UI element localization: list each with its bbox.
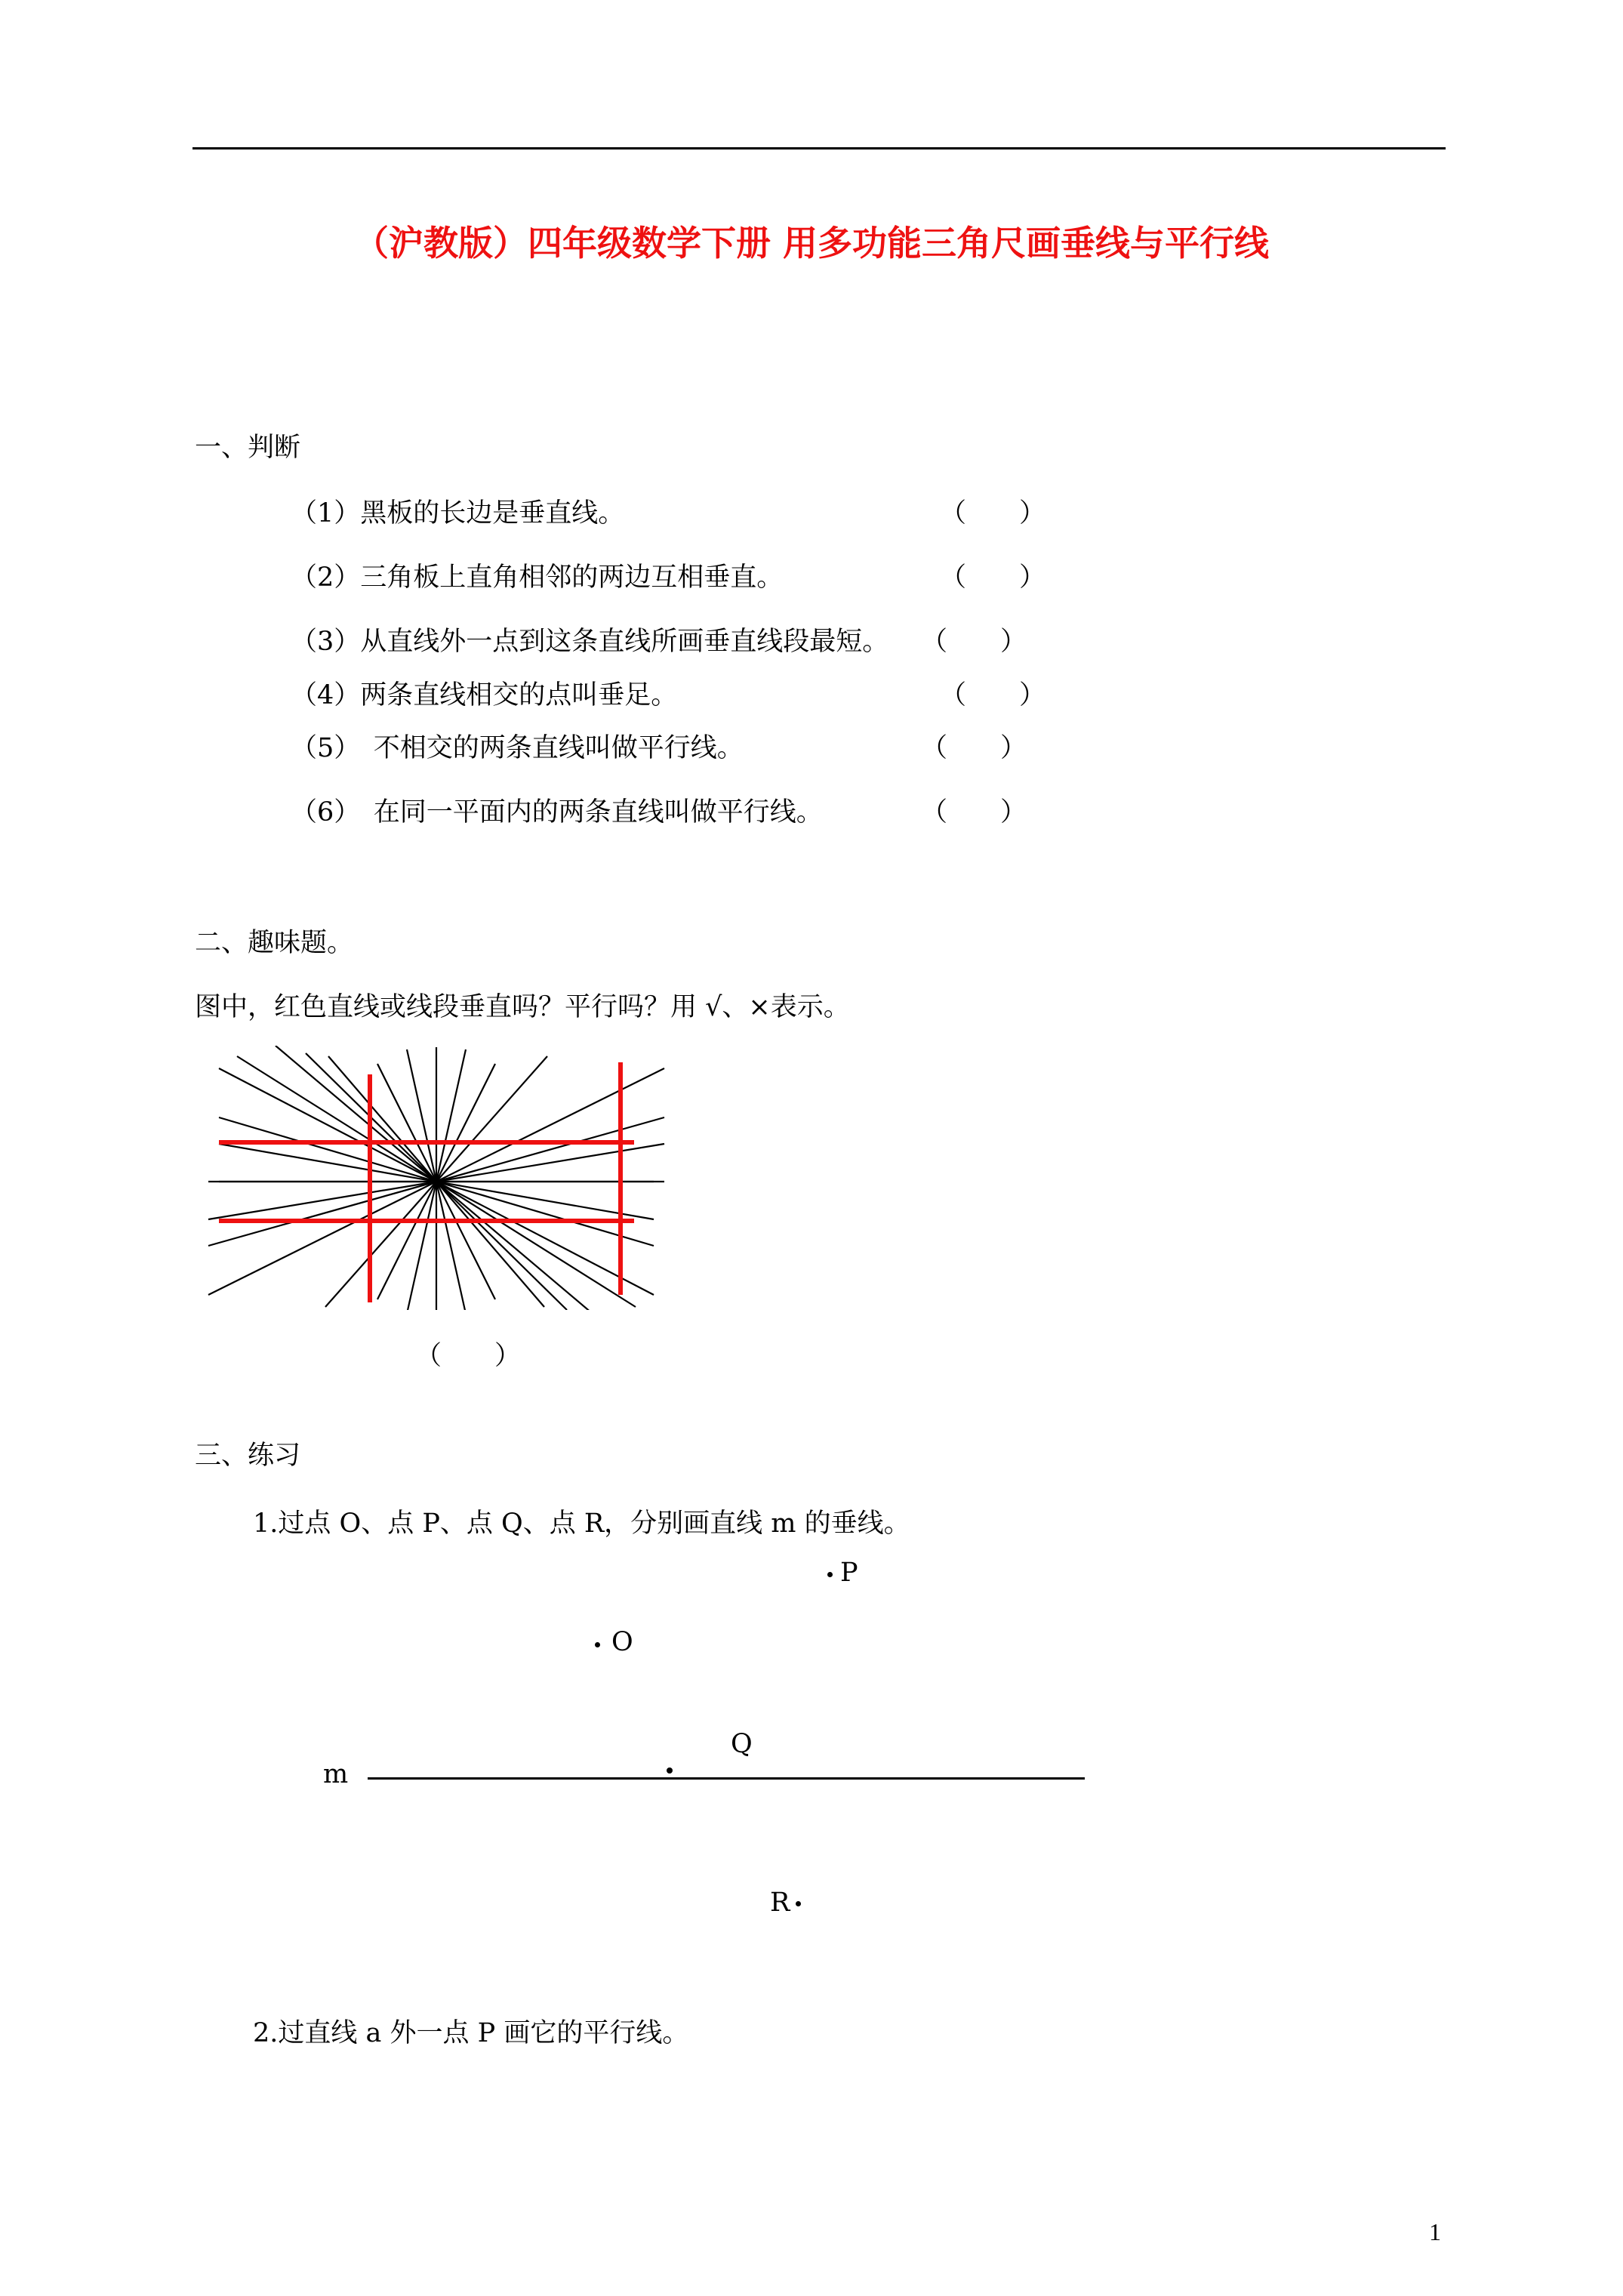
- judge-blank-5[interactable]: （ ）: [921, 733, 1027, 763]
- exercise-2: 2.过直线 a 外一点 P 画它的平行线。: [253, 2018, 689, 2048]
- judge-item-4: （4）两条直线相交的点叫垂足。: [291, 680, 678, 710]
- fan-lines: [208, 1046, 664, 1310]
- judge-blank-6[interactable]: （ ）: [921, 797, 1027, 827]
- section3-heading: 三、练习: [195, 1441, 301, 1471]
- judge-item-3: （3）从直线外一点到这条直线所画垂直线段最短。: [291, 627, 889, 657]
- judge-item-1: （1）黑板的长边是垂直线。: [291, 498, 625, 529]
- line-figure: [204, 1046, 687, 1310]
- point-o-label: O: [611, 1627, 633, 1657]
- line-m: [368, 1777, 1085, 1780]
- judge-blank-2[interactable]: （ ）: [940, 562, 1046, 593]
- page-number: 1: [1429, 2218, 1441, 2245]
- point-p-label: P: [840, 1558, 858, 1588]
- point-o-dot: [595, 1642, 600, 1647]
- fun-answer-blank[interactable]: （ ）: [415, 1341, 522, 1371]
- exercise-1: 1.过点 O、点 P、点 Q、点 R，分别画直线 m 的垂线。: [253, 1509, 910, 1539]
- header-rule: [192, 147, 1446, 149]
- judge-item-6: （6） 在同一平面内的两条直线叫做平行线。: [291, 797, 823, 827]
- judge-blank-1[interactable]: （ ）: [940, 498, 1046, 529]
- point-r-label: R: [770, 1888, 790, 1918]
- section1-heading: 一、判断: [195, 433, 301, 463]
- section2-heading: 二、趣味题。: [195, 928, 354, 958]
- point-r-dot: [796, 1901, 801, 1906]
- point-p-dot: [827, 1572, 833, 1577]
- point-q-label: Q: [731, 1729, 753, 1759]
- line-m-label: m: [323, 1759, 349, 1789]
- judge-item-2: （2）三角板上直角相邻的两边互相垂直。: [291, 562, 784, 593]
- point-q-dot: [667, 1767, 673, 1774]
- judge-blank-3[interactable]: （ ）: [921, 627, 1027, 657]
- page-title: （沪教版）四年级数学下册 用多功能三角尺画垂线与平行线: [353, 223, 1269, 264]
- judge-item-5: （5） 不相交的两条直线叫做平行线。: [291, 733, 744, 763]
- section2-question: 图中，红色直线或线段垂直吗？平行吗？用 √、×表示。: [195, 992, 850, 1022]
- judge-blank-4[interactable]: （ ）: [940, 680, 1046, 710]
